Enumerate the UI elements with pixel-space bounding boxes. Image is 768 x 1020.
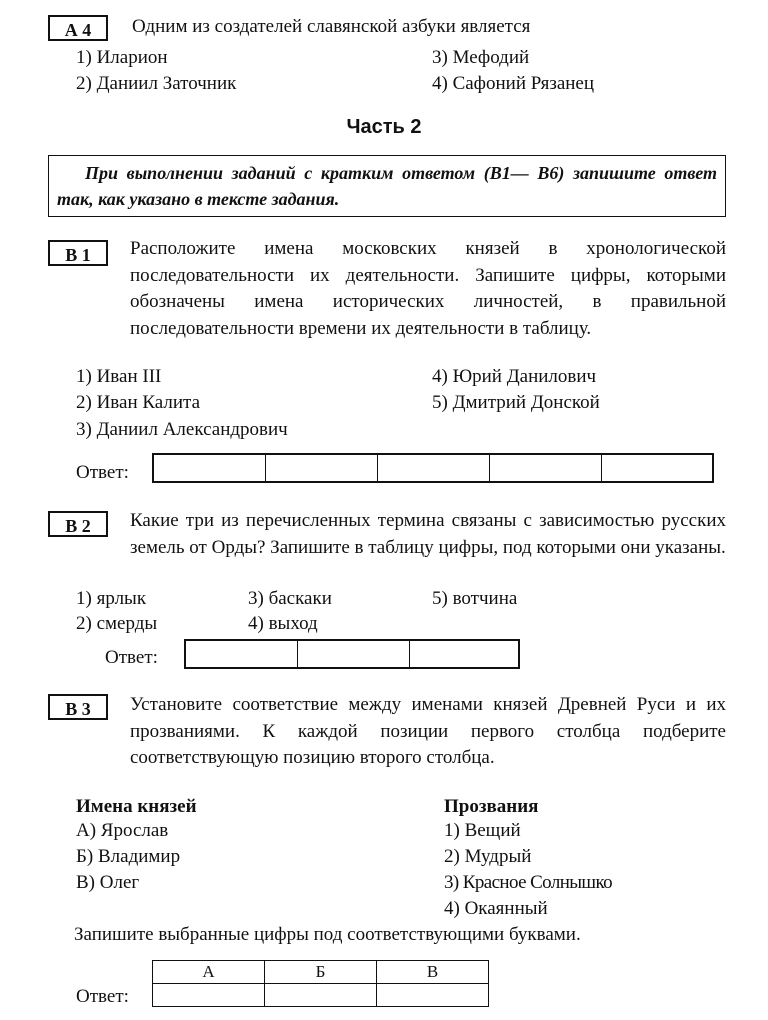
answer-cell[interactable] [377,984,489,1007]
table-header-b: Б [265,961,377,984]
answer-cell[interactable] [490,455,602,481]
answer-cell[interactable] [153,984,265,1007]
answer-cell[interactable] [298,641,410,667]
instruction-b3: Запишите выбранные цифры под соответствующими буквами. [74,924,581,945]
answer-label-b3: Ответ: [76,986,129,1007]
task-tag-b2: В 2 [48,511,108,537]
option-a4-4: 4) Сафоний Рязанец [432,73,595,94]
task-tag-b3: В 3 [48,694,108,720]
question-a4: Одним из создателей славянской азбуки является [132,16,531,37]
column-title-names: Имена князей [76,796,197,817]
task-tag-b1: В 1 [48,240,108,266]
option-b1-2: 2) Иван Калита [76,392,201,413]
nickname: 1) Вещий [444,820,521,841]
option-a4-1: 1) Иларион [76,47,168,68]
answer-grid-b2[interactable] [184,639,520,669]
question-b3: Установите соответствие между именами князей Древней Руси и их прозваниями. К каждой позиции первого столбца подберите соответствующую позицию второго столбца. [130,694,726,768]
part-heading: Часть 2 [346,116,422,138]
answer-cell[interactable] [266,455,378,481]
option-b2-3: 3) баскаки [248,588,332,609]
question-b1: Расположите имена московских князей в хронологической последовательности их деятельности. Запишите цифры, которыми обозначены имена исторических личностей, в правильной последовательности времени их деятельности в таблицу. [130,238,726,339]
option-b1-1: 1) Иван III [76,366,162,387]
option-b2-5: 5) вотчина [432,588,518,609]
option-a4-3: 3) Мефодий [432,47,530,68]
nickname: 3) Красное Солнышко [444,872,613,893]
column-title-nicknames: Прозвания [444,796,539,817]
option-b2-1: 1) ярлык [76,588,147,609]
answer-cell[interactable] [602,455,712,481]
nickname: 4) Окаянный [444,898,548,919]
prince-name: А) Ярослав [76,820,169,841]
option-b1-4: 4) Юрий Данилович [432,366,597,387]
answer-label-b1: Ответ: [76,462,129,483]
nickname: 2) Мудрый [444,846,532,867]
option-b1-3: 3) Даниил Александрович [76,419,288,440]
part2-instruction: При выполнении заданий с кратким ответом (В1— В6) запишите ответ так, как указано в тексте задания. [48,155,726,217]
answer-cell[interactable] [265,984,377,1007]
table-header-a: А [153,961,265,984]
answer-label-b2: Ответ: [105,647,158,668]
option-b2-2: 2) смерды [76,613,158,634]
answer-cell[interactable] [410,641,518,667]
prince-name: Б) Владимир [76,846,181,867]
task-tag-a4: А 4 [48,15,108,41]
option-b1-5: 5) Дмитрий Донской [432,392,600,413]
answer-cell[interactable] [378,455,490,481]
question-b2: Какие три из перечисленных термина связаны с зависимостью русских земель от Орды? Запишите в таблицу цифры, под которыми они указаны. [130,510,726,558]
table-header-v: В [377,961,489,984]
option-b2-4: 4) выход [248,613,318,634]
answer-table-b3 [152,960,489,1007]
answer-cell[interactable] [186,641,298,667]
prince-name: В) Олег [76,872,140,893]
answer-cell[interactable] [154,455,266,481]
option-a4-2: 2) Даниил Заточник [76,73,237,94]
answer-grid-b1[interactable] [152,453,714,483]
